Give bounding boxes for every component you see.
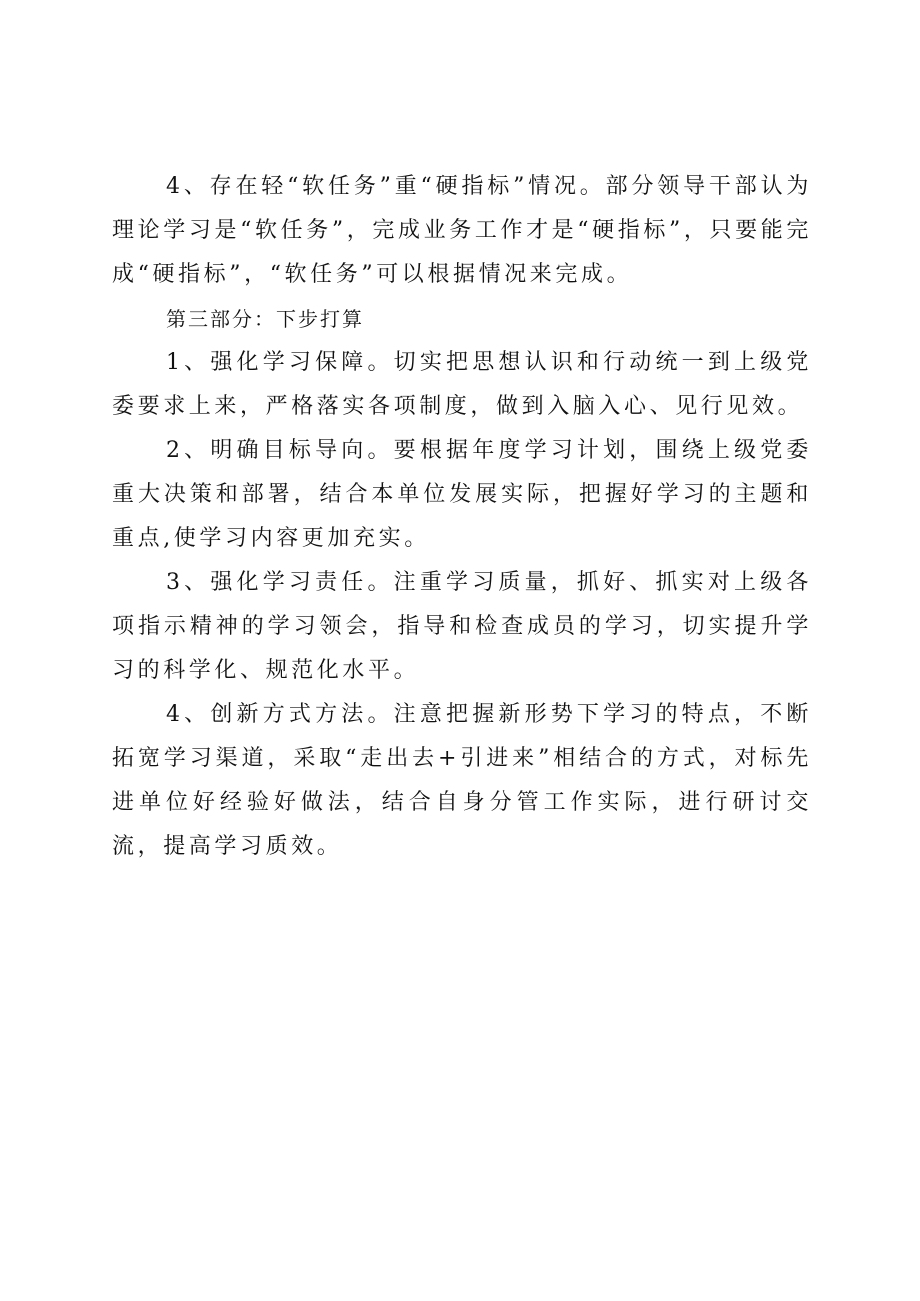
plan-item-2: 2、明确目标导向。要根据年度学习计划，围绕上级党委重大决策和部署，结合本单位发展实际，把握好学习的主题和重点,使学习内容更加充实。 bbox=[112, 438, 812, 551]
plan-item-4: 4、创新方式方法。注意把握新形势下学习的特点，不断拓宽学习渠道，采取“走出去+引进来”相结合的方式，对标先进单位好经验好做法，结合自身分管工作实际，进行研讨交流，提高学习质效。 bbox=[112, 702, 812, 859]
plan-item-1: 1、强化学习保障。切实把思想认识和行动统一到上级党委要求上来，严格落实各项制度，做到入脑入心、见行见效。 bbox=[112, 350, 812, 419]
paragraph-issue-4: 4、存在轻“软任务”重“硬指标”情况。部分领导干部认为理论学习是“软任务”，完成业务工作才是“硬指标”，只要能完成“硬指标”，“软任务”可以根据情况来完成。 bbox=[112, 174, 812, 287]
section-heading: 第三部分：下步打算 bbox=[166, 307, 364, 331]
plan-item-3: 3、强化学习责任。注重学习质量，抓好、抓实对上级各项指示精神的学习领会，指导和检查成员的学习，切实提升学习的科学化、规范化水平。 bbox=[112, 570, 812, 683]
document-body bbox=[112, 165, 812, 869]
